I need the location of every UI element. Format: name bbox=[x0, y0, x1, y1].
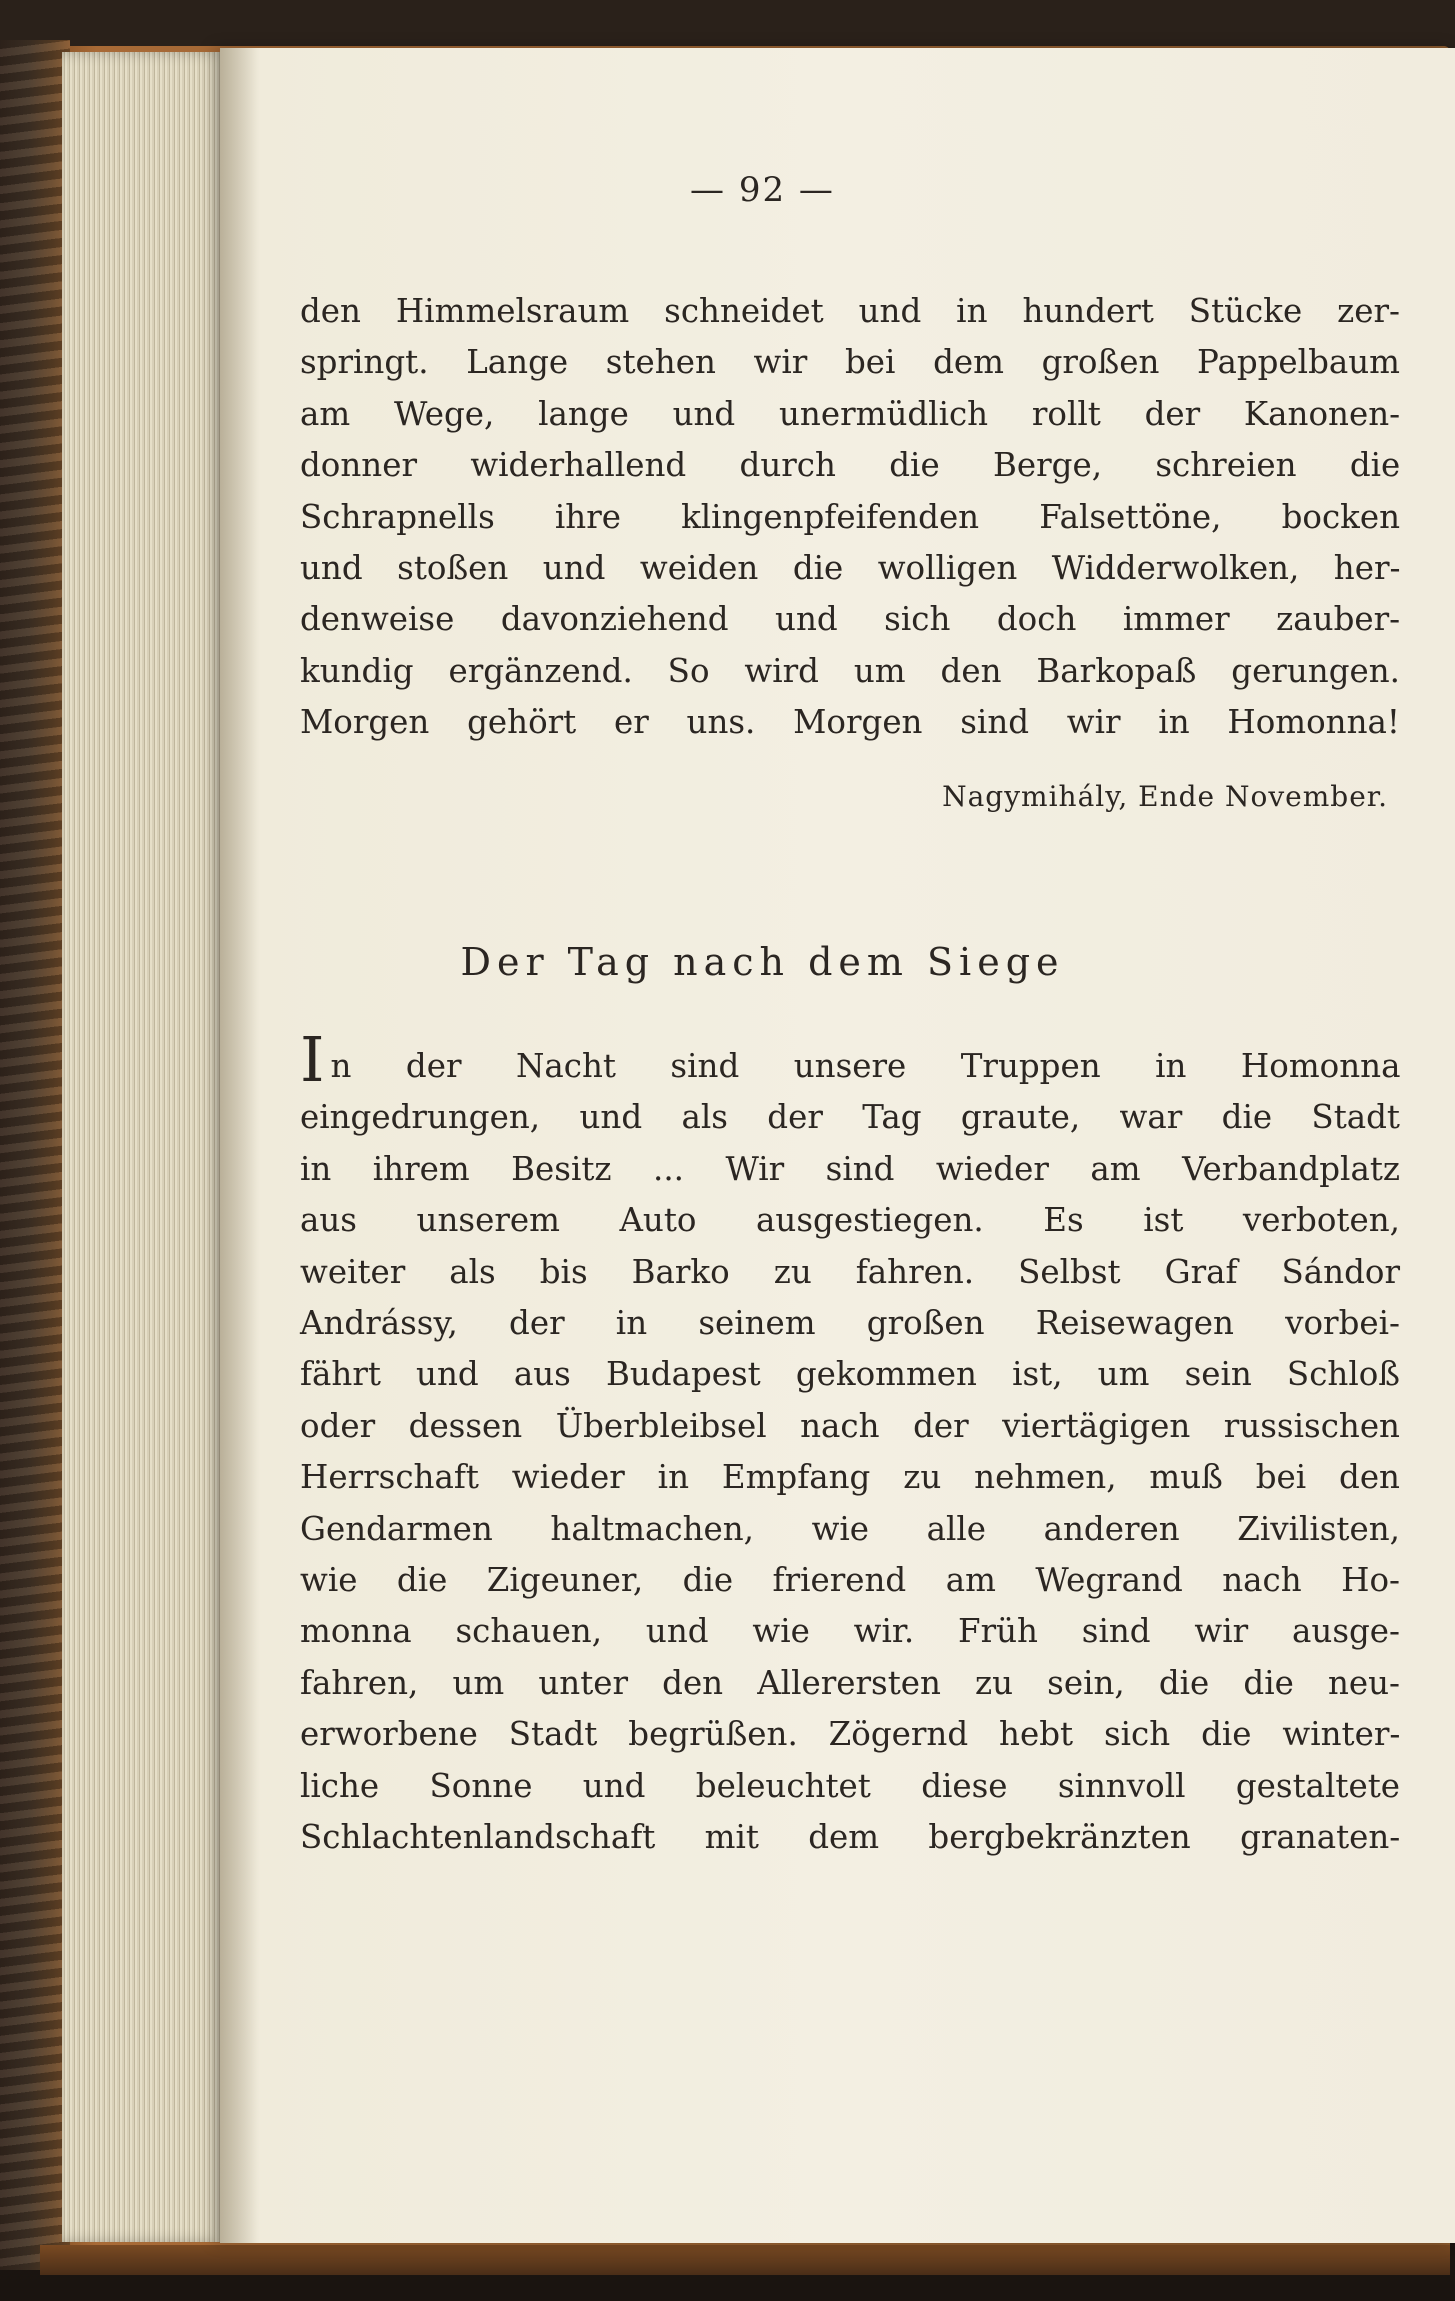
text-line: am Wege, lange und unermüdlich rollt der Kanonen- bbox=[300, 394, 1401, 433]
chapter-heading: Der Tag nach dem Siege bbox=[460, 940, 1065, 984]
drop-cap: I bbox=[300, 1023, 325, 1096]
text-line: in ihrem Besitz ... Wir sind wieder am Verbandplatz bbox=[300, 1149, 1400, 1188]
text-line: den Himmelsraum schneidet und in hundert Stücke zer- bbox=[300, 292, 1400, 330]
text-line: monna schauen, und wie wir. Früh sind wir ausge- bbox=[300, 1612, 1401, 1651]
first-line-text: n der Nacht sind unsere Truppen in Homonna bbox=[330, 1047, 1401, 1085]
text-line: fahren, um unter den Allerersten zu sein, die die neu- bbox=[300, 1663, 1401, 1702]
gutter-shadow bbox=[220, 48, 260, 2243]
cover-bottom-edge bbox=[40, 2245, 1450, 2275]
text-line: Schlachtenlandschaft mit dem bergbekränzten granaten- bbox=[300, 1818, 1401, 1857]
page-edges bbox=[62, 52, 232, 2242]
text-line: eingedrungen, und als der Tag graute, war die Stadt bbox=[300, 1098, 1400, 1137]
text-line: fährt und aus Budapest gekommen ist, um sein Schloß bbox=[300, 1355, 1400, 1394]
text-line-first bbox=[300, 1023, 1401, 1096]
text-line: und stoßen und weiden die wolligen Widderwolken, her- bbox=[300, 549, 1401, 588]
text-line: Andrássy, der in seinem großen Reisewagen vorbei- bbox=[300, 1304, 1400, 1343]
place-date-signature: Nagymihály, Ende November. bbox=[942, 780, 1388, 813]
book-binding bbox=[0, 40, 70, 2270]
text-line: Morgen gehört er uns. Morgen sind wir in Homonna! bbox=[300, 703, 1400, 742]
text-line: liche Sonne und beleuchtet diese sinnvoll gestaltete bbox=[300, 1766, 1400, 1805]
text-line: springt. Lange stehen wir bei dem großen Pappelbaum bbox=[300, 343, 1400, 382]
text-line: Gendarmen haltmachen, wie alle anderen Zivilisten, bbox=[300, 1509, 1400, 1548]
text-line: donner widerhallend durch die Berge, schreien die bbox=[300, 446, 1401, 485]
text-line: wie die Zigeuner, die frierend am Wegrand nach Ho- bbox=[300, 1561, 1401, 1600]
text-line: denweise davonziehend und sich doch immer zauber- bbox=[300, 600, 1401, 639]
paragraph-continued bbox=[300, 286, 1400, 749]
text-line: aus unserem Auto ausgestiegen. Es ist verboten, bbox=[300, 1201, 1400, 1240]
text-line: weiter als bis Barko zu fahren. Selbst Graf Sándor bbox=[300, 1252, 1400, 1291]
text-line: Herrschaft wieder in Empfang zu nehmen, muß bei den bbox=[300, 1458, 1400, 1497]
text-line: oder dessen Überbleibsel nach der viertägigen russischen bbox=[300, 1406, 1400, 1445]
text-line: kundig ergänzend. So wird um den Barkopaß gerungen. bbox=[300, 651, 1400, 690]
text-line: erworbene Stadt begrüßen. Zögernd hebt sich die winter- bbox=[300, 1715, 1401, 1754]
paragraph-new-chapter bbox=[300, 1023, 1401, 1864]
page-number: — 92 — bbox=[690, 170, 835, 210]
text-line: Schrapnells ihre klingenpfeifenden Falsettöne, bocken bbox=[300, 497, 1400, 536]
